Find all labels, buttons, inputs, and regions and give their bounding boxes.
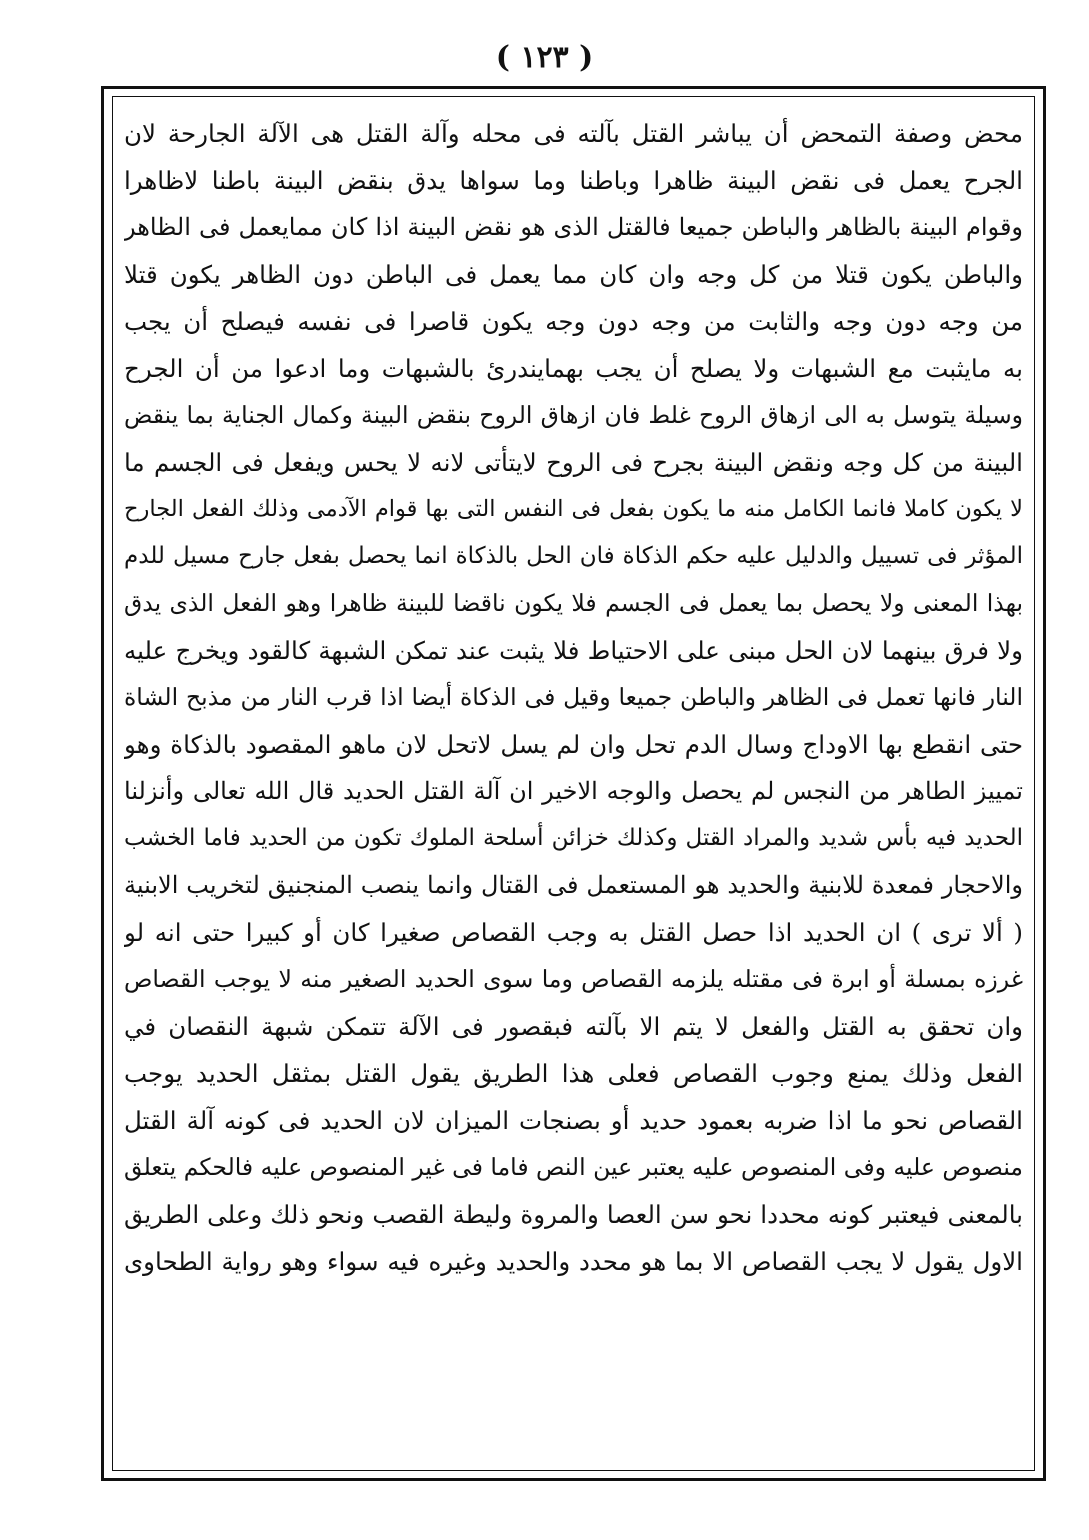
- text-line: منصوص عليه وفى المنصوص عليه يعتبر عين النص فاما فى غير المنصوص عليه فالحكم يتعلق: [124, 1153, 1023, 1181]
- text-line: محض وصفة التمحض أن يباشر القتل بآلته فى محله وآلة القتل هى الآلة الجارحة لان: [124, 119, 1023, 148]
- text-line: وقوام البينة بالظاهر والباطن جميعا فالقتل الذى هو نقض البينة اذا كان ممايعمل فى الظاهر: [124, 213, 1023, 241]
- text-line: النار فانها تعمل فى الظاهر والباطن جميعا وقيل فى الذكاة أيضا اذا قرب النار من مذبح الشاة: [124, 683, 1023, 711]
- text-line: المؤثر فى تسييل والدليل عليه حكم الذكاة فان الحل بالذكاة انما يحصل بفعل جارح مسيل للدم: [124, 543, 1023, 569]
- text-line: غرزه بمسلة أو ابرة فى مقتله يلزمه القصاص وما سوى الحديد الصغير منه لا يوجب القصاص: [124, 965, 1023, 993]
- text-line: والباطن يكون قتلا من كل وجه وان كان مما يعمل فى الباطن دون الظاهر يكون قتلا: [124, 260, 1023, 289]
- text-line: بهذا المعنى ولا يحصل بما يعمل فى الجسم فلا يكون ناقضا للبينة ظاهرا وهو الفعل الذى يدق: [124, 589, 1023, 617]
- text-line: من وجه دون وجه والثابت من وجه دون وجه يكون قاصرا فى نفسه فيصلح أن يجب: [124, 307, 1023, 336]
- text-line: البينة من كل وجه ونقض البينة بجرح فى الروح لايتأتى لانه لا يحس ويفعل فى الجسم ما: [124, 448, 1023, 477]
- text-line: تمييز الطاهر من النجس لم يحصل والوجه الاخير ان آلة القتل الحديد قال الله تعالى وأنزلنا: [124, 777, 1023, 805]
- text-line: ( ألا ترى ) ان الحديد اذا حصل القتل به وجب القصاص صغيرا كان أو كبيرا حتى انه لو: [124, 918, 1023, 947]
- text-line: الفعل وذلك يمنع وجوب القصاص فعلى هذا الطريق يقول القتل بمثقل الحديد يوجب: [124, 1059, 1023, 1088]
- text-line: والاحجار فمعدة للابنية والحديد هو المستعمل فى القتال وانما ينصب المنجنيق لتخريب الابنية: [124, 871, 1023, 899]
- text-line: ولا فرق بينهما لان الحل مبنى على الاحتياط فلا يثبت عند تمكن الشبهة كالقود ويخرج عليه: [124, 636, 1023, 665]
- main-text-block: [124, 110, 1023, 1285]
- text-line: القصاص نحو ما اذا ضربه بعمود حديد أو بصنجات الميزان لان الحديد فى كونه آلة القتل: [124, 1106, 1023, 1135]
- text-line: الاول يقول لا يجب القصاص الا بما هو محدد والحديد وغيره فيه سواء وهو رواية الطحاوى: [124, 1247, 1023, 1276]
- text-line: لا يكون كاملا فانما الكامل منه ما يكون بفعل فى النفس التى بها قوام الآدمى وذلك الفعل الجارح: [124, 496, 1023, 522]
- text-line: الحديد فيه بأس شديد والمراد القتل وكذلك خزائن أسلحة الملوك تكون من الحديد فاما الخشب: [124, 825, 1023, 851]
- text-line: وان تحقق به القتل والفعل لا يتم الا بآلته فبقصور فى الآلة تتمكن شبهة النقصان في: [124, 1012, 1023, 1041]
- page-number: ( ١٢٣ ): [495, 40, 594, 75]
- text-line: حتى انقطع بها الاوداج وسال الدم تحل وان لم يسل لاتحل لان ماهو المقصود بالذكاة وهو: [124, 730, 1023, 759]
- text-line: الجرح يعمل فى نقض البينة ظاهرا وباطنا وما سواها يدق بنقض البينة باطنا لاظاهرا: [124, 166, 1023, 195]
- text-line: وسيلة يتوسل به الى ازهاق الروح غلط فان ازهاق الروح بنقض البينة وكمال الجناية بما ينقض: [124, 401, 1023, 429]
- text-line: بالمعنى فيعتبر كونه محددا نحو سن العصا والمروة وليطة القصب ونحو ذلك وعلى الطريق: [124, 1200, 1023, 1229]
- text-line: به مايثبت مع الشبهات ولا يصلح أن يجب بهمايندرئ بالشبهات وما ادعوا من أن الجرح: [124, 354, 1023, 383]
